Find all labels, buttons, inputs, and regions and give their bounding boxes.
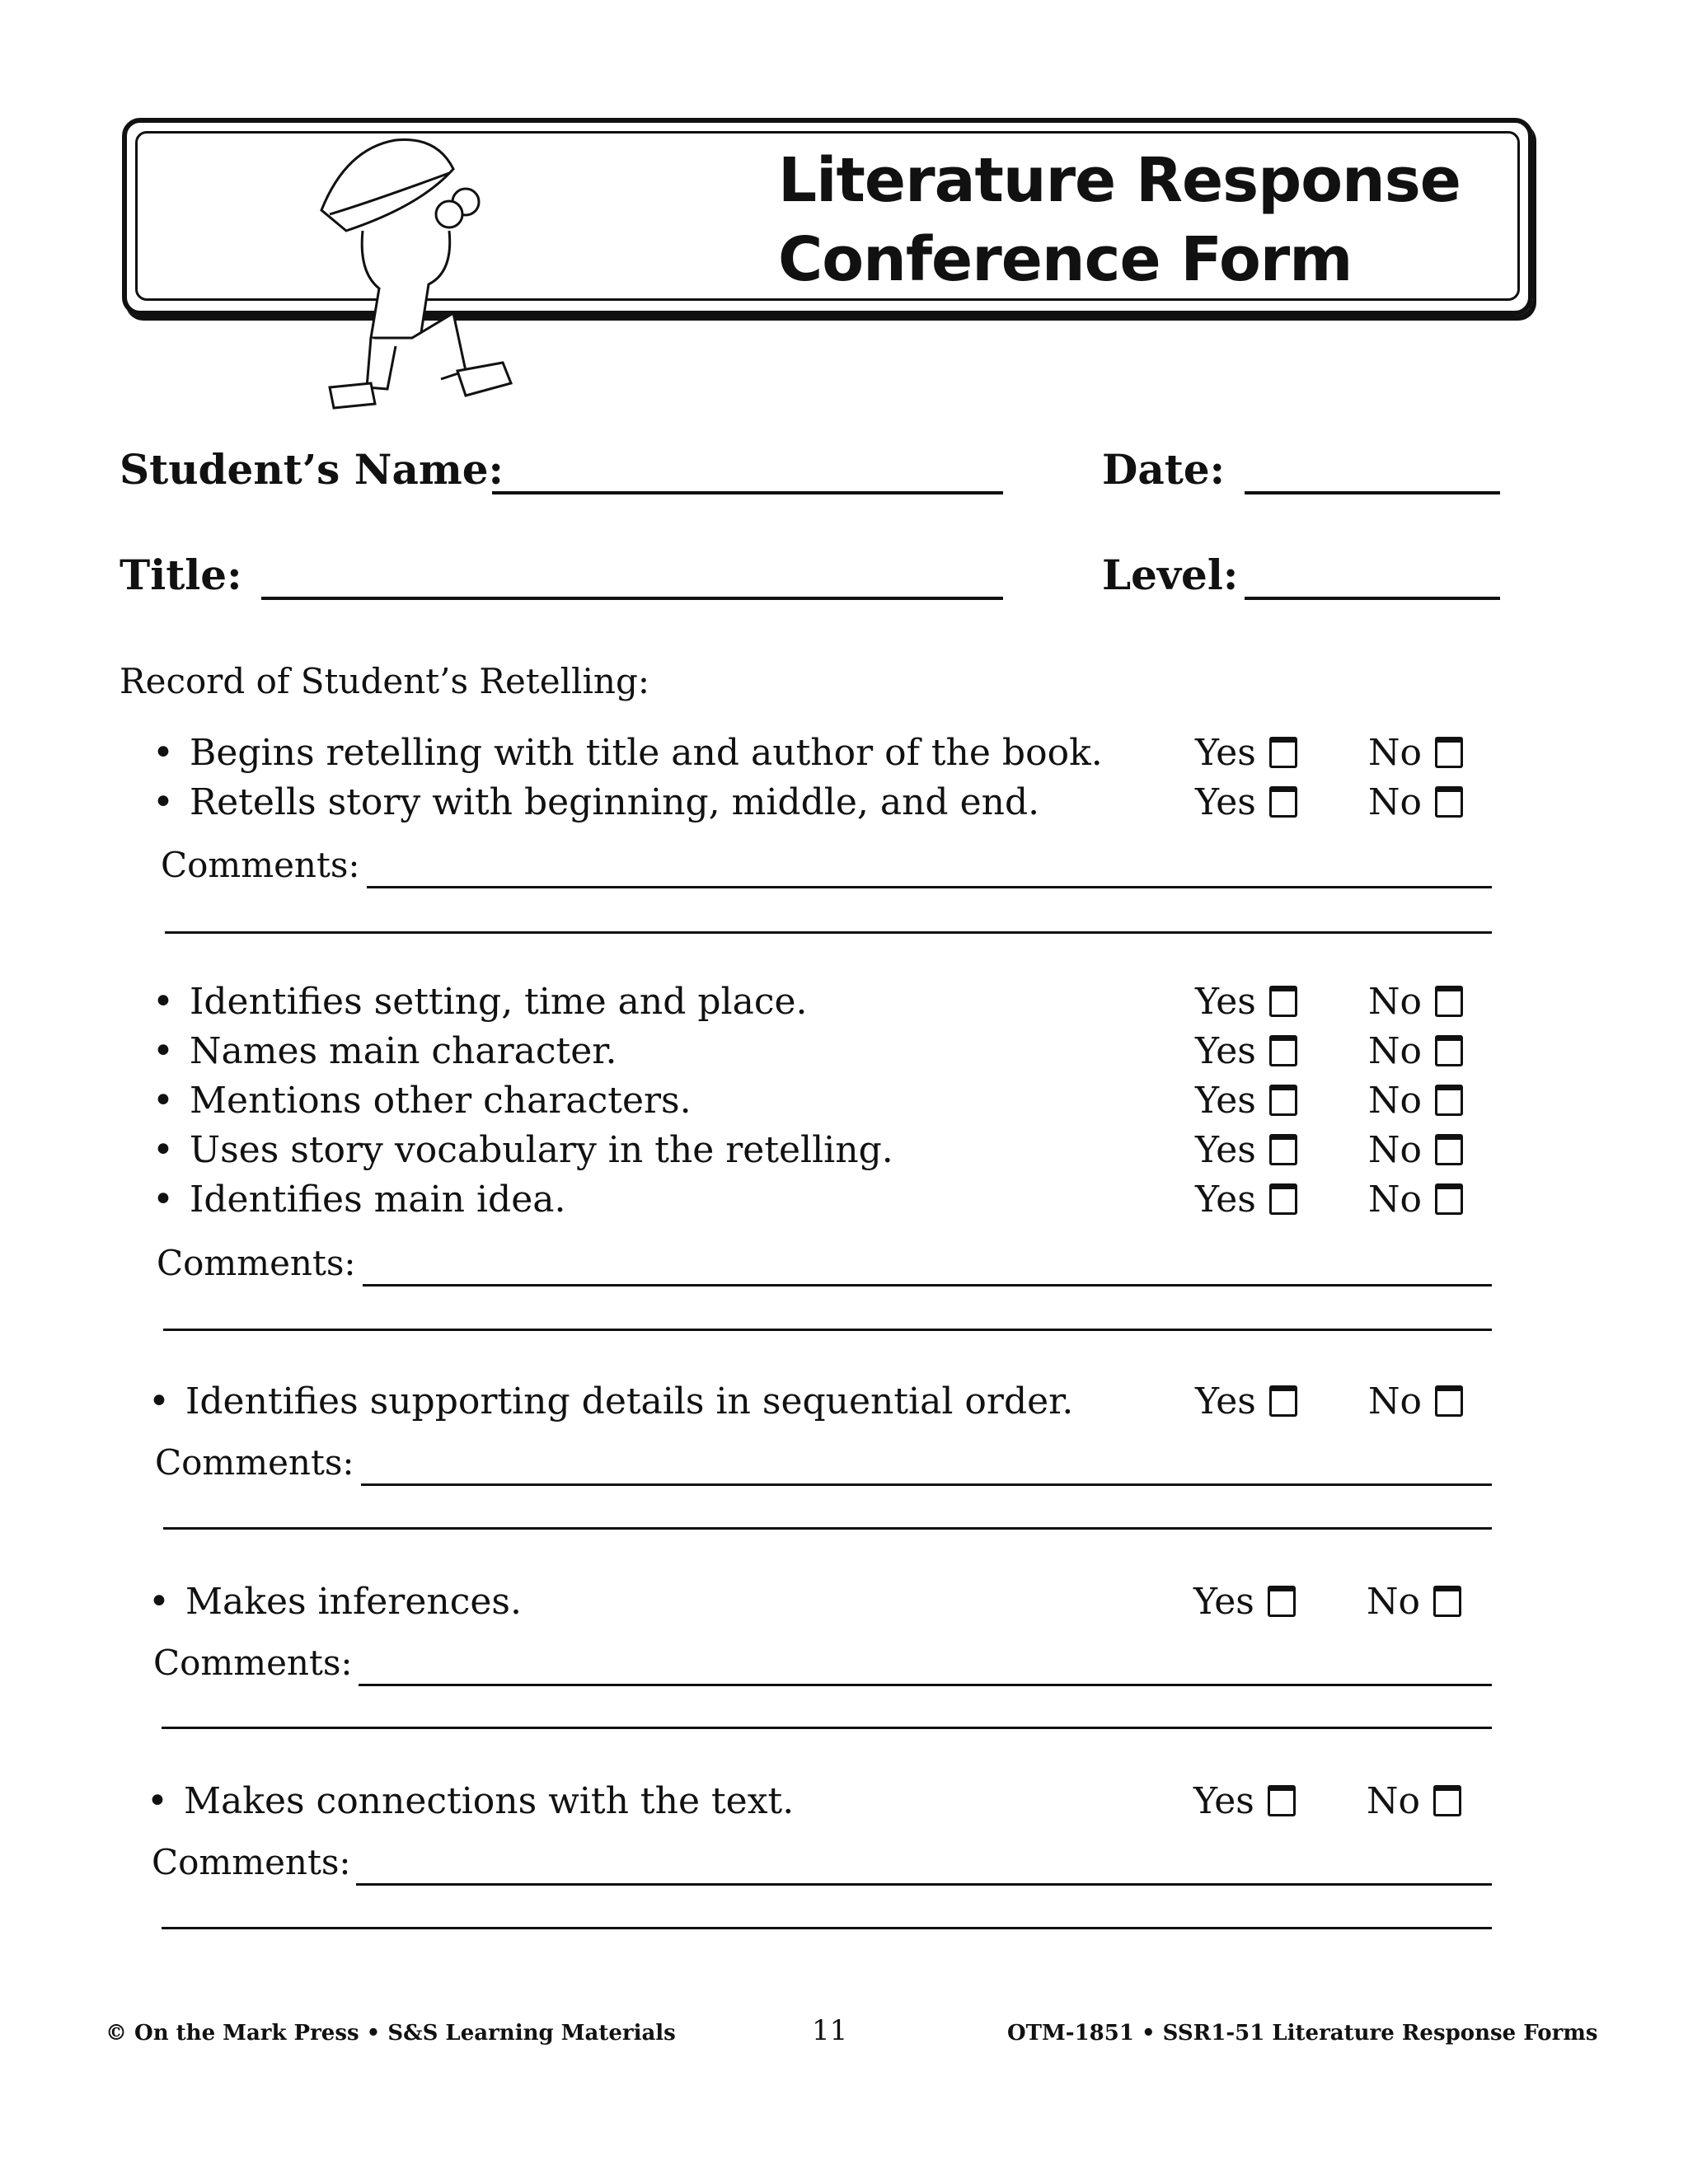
yes-checkbox[interactable] <box>1269 1035 1297 1066</box>
no-checkbox[interactable] <box>1435 1085 1463 1116</box>
footer-product-code: OTM-1851 • SSR1-51 Literature Response Forms <box>1007 2021 1598 2046</box>
page-number: 11 <box>812 2014 848 2047</box>
comments-label: Comments: <box>157 1243 356 1283</box>
no-checkbox[interactable] <box>1435 1134 1463 1165</box>
comments-label: Comments: <box>155 1442 354 1483</box>
yes-checkbox[interactable] <box>1269 1183 1297 1215</box>
yes-option[interactable]: Yes <box>1195 781 1297 823</box>
checklist-item: • Uses story vocabulary in the retelling. <box>152 1129 893 1171</box>
comments-label: Comments: <box>161 845 360 885</box>
title-input[interactable] <box>261 597 1003 600</box>
comments-input-line-2[interactable] <box>163 1527 1492 1530</box>
no-checkbox[interactable] <box>1435 786 1463 818</box>
title-line-1: Literature Response <box>778 145 1461 216</box>
comments-input-line-1[interactable] <box>356 1883 1492 1886</box>
level-label: Level: <box>1102 551 1239 599</box>
date-input[interactable] <box>1245 491 1500 494</box>
explorer-mascot-icon <box>297 124 552 420</box>
no-checkbox[interactable] <box>1435 737 1463 768</box>
no-checkbox[interactable] <box>1435 1385 1463 1417</box>
student-name-label: Student’s Name: <box>120 445 504 494</box>
no-option[interactable]: No <box>1367 1581 1461 1623</box>
yes-checkbox[interactable] <box>1269 986 1297 1017</box>
no-option[interactable]: No <box>1368 1129 1463 1171</box>
yes-checkbox[interactable] <box>1268 1785 1296 1816</box>
checklist-item: • Begins retelling with title and author of the book. <box>152 732 1103 774</box>
yes-checkbox[interactable] <box>1269 737 1297 768</box>
no-option[interactable]: No <box>1368 1380 1463 1422</box>
yes-option[interactable]: Yes <box>1195 1380 1297 1422</box>
comments-input-line-2[interactable] <box>162 1927 1492 1929</box>
comments-input-line-1[interactable] <box>363 1284 1492 1286</box>
checklist-item: • Identifies setting, time and place. <box>152 981 808 1023</box>
yes-option[interactable]: Yes <box>1195 1080 1297 1122</box>
yes-option[interactable]: Yes <box>1195 732 1297 774</box>
checklist-item: • Makes inferences. <box>148 1581 522 1623</box>
no-option[interactable]: No <box>1367 1780 1461 1822</box>
comments-input-line-1[interactable] <box>367 886 1492 888</box>
no-option[interactable]: No <box>1368 981 1463 1023</box>
checklist-item: • Retells story with beginning, middle, and end. <box>152 781 1040 823</box>
comments-input-line-1[interactable] <box>361 1483 1492 1486</box>
yes-option[interactable]: Yes <box>1195 1129 1297 1171</box>
no-checkbox[interactable] <box>1433 1785 1461 1816</box>
level-input[interactable] <box>1245 597 1500 600</box>
student-name-input[interactable] <box>492 491 1003 494</box>
comments-input-line-2[interactable] <box>163 1329 1492 1331</box>
checklist-item: • Makes connections with the text. <box>147 1780 795 1822</box>
checklist-item: • Names main character. <box>152 1030 617 1072</box>
no-checkbox[interactable] <box>1435 986 1463 1017</box>
no-option[interactable]: No <box>1368 732 1463 774</box>
checklist-item: • Identifies supporting details in sequential order. <box>148 1380 1074 1422</box>
no-checkbox[interactable] <box>1433 1586 1461 1617</box>
yes-checkbox[interactable] <box>1268 1586 1296 1617</box>
yes-checkbox[interactable] <box>1269 1134 1297 1165</box>
yes-checkbox[interactable] <box>1269 1085 1297 1116</box>
comments-input-line-1[interactable] <box>359 1684 1492 1686</box>
yes-checkbox[interactable] <box>1269 786 1297 818</box>
yes-option[interactable]: Yes <box>1195 1179 1297 1221</box>
no-option[interactable]: No <box>1368 781 1463 823</box>
no-checkbox[interactable] <box>1435 1183 1463 1215</box>
footer-copyright: © On the Mark Press • S&S Learning Materials <box>106 2021 676 2046</box>
yes-option[interactable]: Yes <box>1195 1030 1297 1072</box>
title-label: Title: <box>120 551 242 599</box>
comments-input-line-2[interactable] <box>162 1727 1492 1729</box>
yes-option[interactable]: Yes <box>1195 981 1297 1023</box>
page-title <box>778 141 1461 299</box>
yes-option[interactable]: Yes <box>1193 1780 1296 1822</box>
no-option[interactable]: No <box>1368 1179 1463 1221</box>
checklist-item: • Identifies main idea. <box>152 1179 566 1221</box>
comments-input-line-2[interactable] <box>165 931 1492 934</box>
date-label: Date: <box>1102 445 1226 494</box>
comments-label: Comments: <box>152 1842 351 1882</box>
no-checkbox[interactable] <box>1435 1035 1463 1066</box>
comments-label: Comments: <box>153 1643 353 1683</box>
title-line-2: Conference Form <box>778 224 1353 295</box>
record-label: Record of Student’s Retelling: <box>120 661 650 701</box>
yes-checkbox[interactable] <box>1269 1385 1297 1417</box>
no-option[interactable]: No <box>1368 1030 1463 1072</box>
no-option[interactable]: No <box>1368 1080 1463 1122</box>
yes-option[interactable]: Yes <box>1193 1581 1296 1623</box>
checklist-item: • Mentions other characters. <box>152 1080 692 1122</box>
